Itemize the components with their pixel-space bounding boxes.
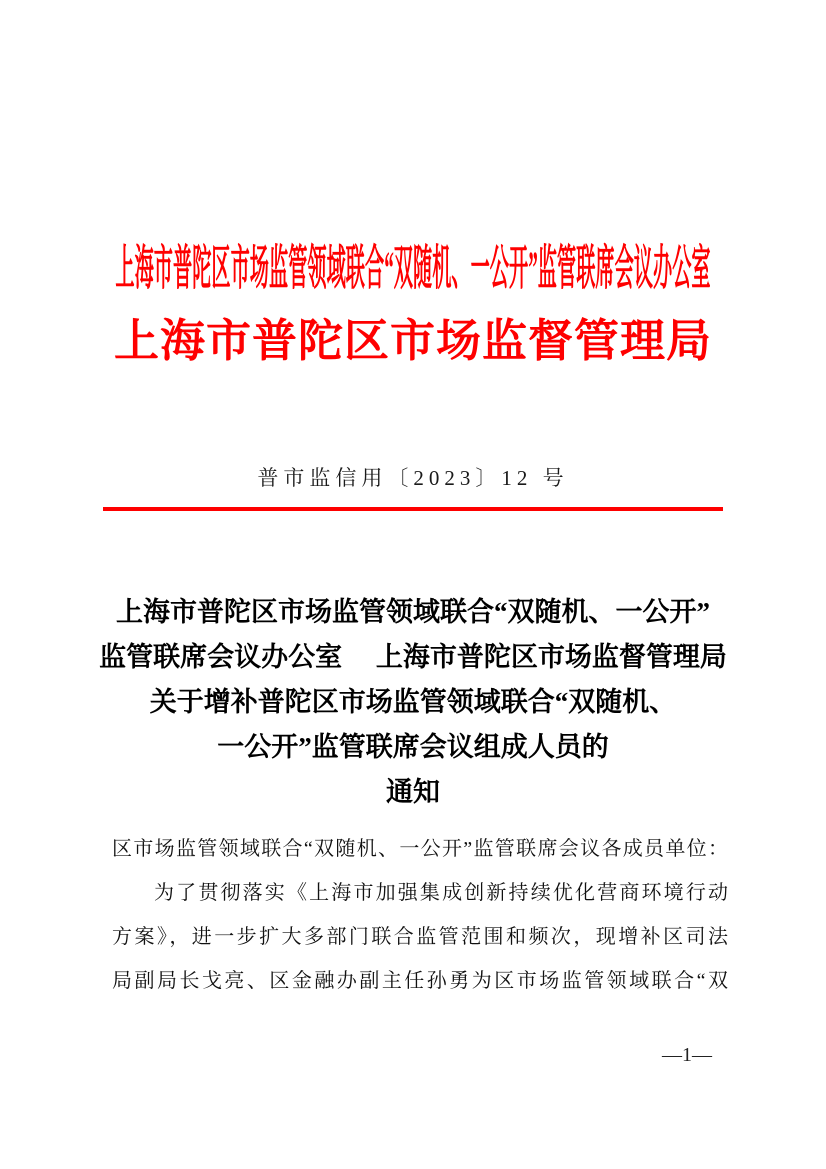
title-line: 上海市普陀区市场监管领域联合“双随机、一公开” (116, 597, 710, 627)
title-line: 关于增补普陀区市场监管领域联合“双随机、 (149, 687, 677, 717)
document-title (0, 590, 826, 815)
letterhead-issuer-line-1-text: 上海市普陀区市场监管领域联合“双随机、一公开”监管联席会议办公室 (115, 242, 711, 295)
letterhead-issuer-line-1 (0, 242, 826, 296)
red-separator-line (103, 507, 723, 511)
body-line: 区市场监管领域联合“双随机、一公开”监管联席会议各成员单位： (112, 838, 728, 860)
title-line: 一公开”监管联席会议组成人员的 (217, 732, 609, 762)
title-line: 通知 (386, 777, 440, 807)
letterhead-issuer-line-2: 上海市普陀区市场监督管理局 (113, 316, 712, 366)
body-line: 方案》，进一步扩大多部门联合监管范围和频次，现增补区司法 (112, 926, 728, 948)
body-line: 局副局长戈亮、区金融办副主任孙勇为区市场监管领域联合“双 (112, 970, 728, 992)
title-line: 监管联席会议办公室 上海市普陀区市场监督管理局 (99, 642, 727, 672)
body-line: 为了贯彻落实《上海市加强集成创新持续优化营商环境行动 (154, 882, 728, 904)
page-number: —1— (662, 1044, 712, 1066)
document-number: 普市监信用〔2023〕12 号 (257, 466, 569, 490)
document-body (112, 827, 728, 1003)
